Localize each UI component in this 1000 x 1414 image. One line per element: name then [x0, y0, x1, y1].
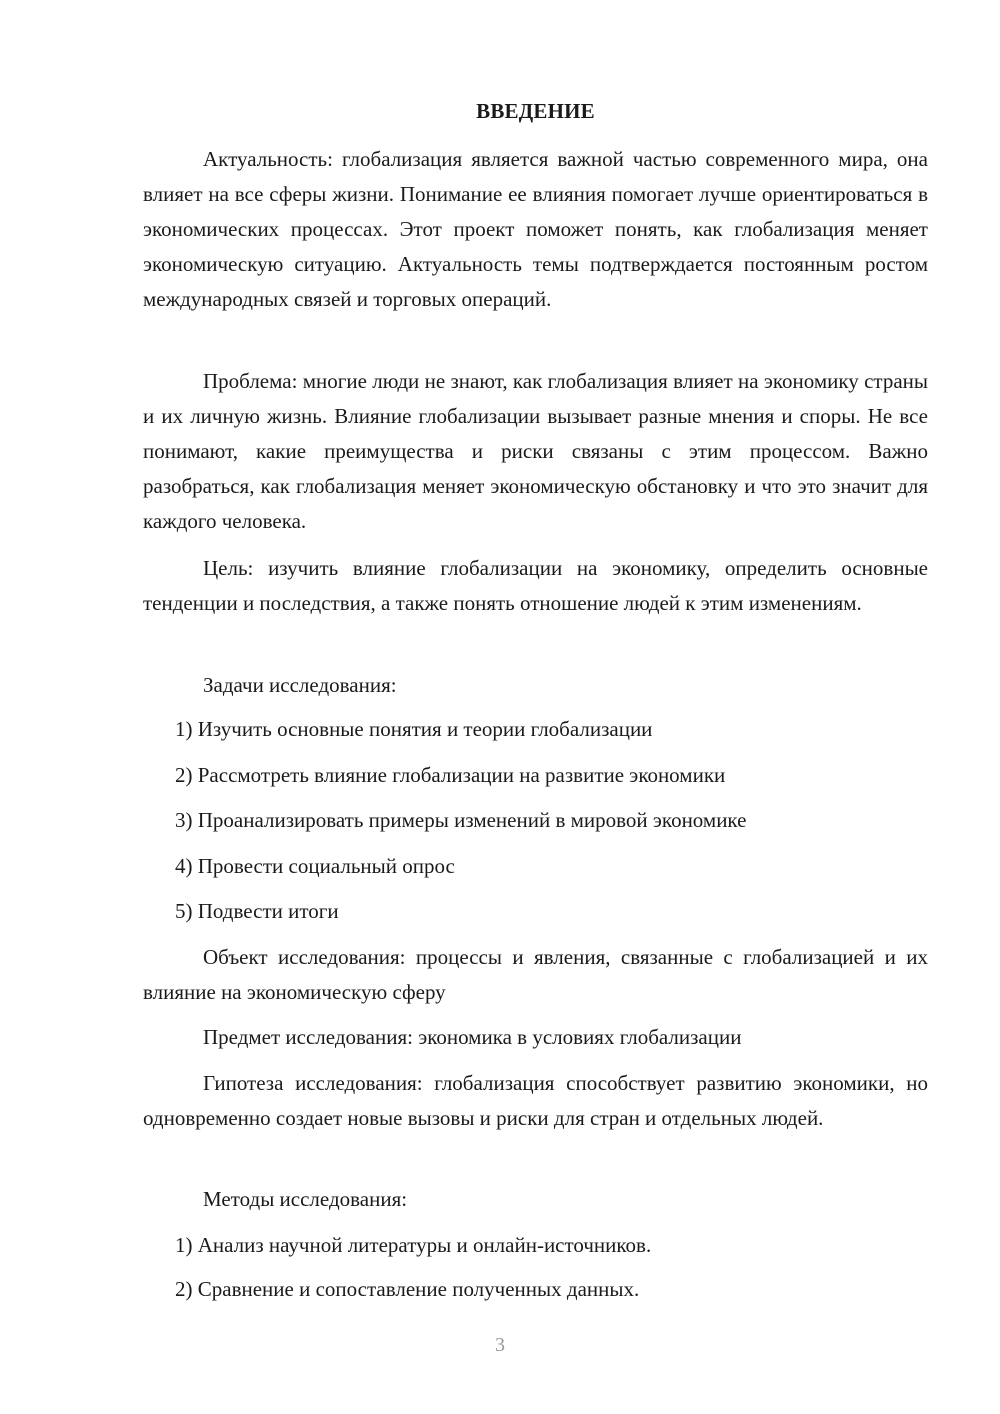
hypothesis-paragraph: Гипотеза исследования: глобализация способствует развитию экономики, но одновременно создает новые вызовы и риски для стран и отдельных людей. [143, 1071, 928, 1130]
list-item: 4) Провести социальный опрос [175, 854, 455, 878]
tasks-heading: Задачи исследования: [203, 673, 397, 697]
object-paragraph: Объект исследования: процессы и явления, связанные с глобализацией и их влияние на экономическую сферу [143, 945, 928, 1004]
list-item: 3) Проанализировать примеры изменений в мировой экономике [175, 808, 747, 832]
problem-paragraph: Проблема: многие люди не знают, как глобализация влияет на экономику страны и их личную жизнь. Влияние глобализации вызывает разные мнения и споры. Не все понимают, какие преимущества и риски связаны с этим процессом. Важно разобраться, как глобализация меняет экономическую обстановку и что это значит для каждого человека. [143, 369, 928, 533]
methods-heading: Методы исследования: [203, 1187, 408, 1211]
list-item: 2) Рассмотреть влияние глобализации на развитие экономики [175, 763, 726, 787]
subject-paragraph: Предмет исследования: экономика в условиях глобализации [203, 1025, 742, 1049]
list-item: 5) Подвести итоги [175, 899, 339, 923]
page-title: ВВЕДЕНИЕ [476, 99, 595, 123]
list-item: 2) Сравнение и сопоставление полученных данных. [175, 1277, 640, 1301]
list-item: 1) Изучить основные понятия и теории глобализации [175, 717, 653, 741]
relevance-paragraph: Актуальность: глобализация является важной частью современного мира, она влияет на все сферы жизни. Понимание ее влияния помогает лучше ориентироваться в экономических процессах. Этот проект поможет понять, как глобализация меняет экономическую ситуацию. Актуальность темы подтверждается постоянным ростом международных связей и торговых операций. [143, 147, 928, 311]
goal-paragraph: Цель: изучить влияние глобализации на экономику, определить основные тенденции и последствия, а также понять отношение людей к этим изменениям. [143, 556, 928, 615]
list-item: 1) Анализ научной литературы и онлайн-источников. [175, 1233, 652, 1257]
page-number: 3 [495, 1334, 505, 1356]
